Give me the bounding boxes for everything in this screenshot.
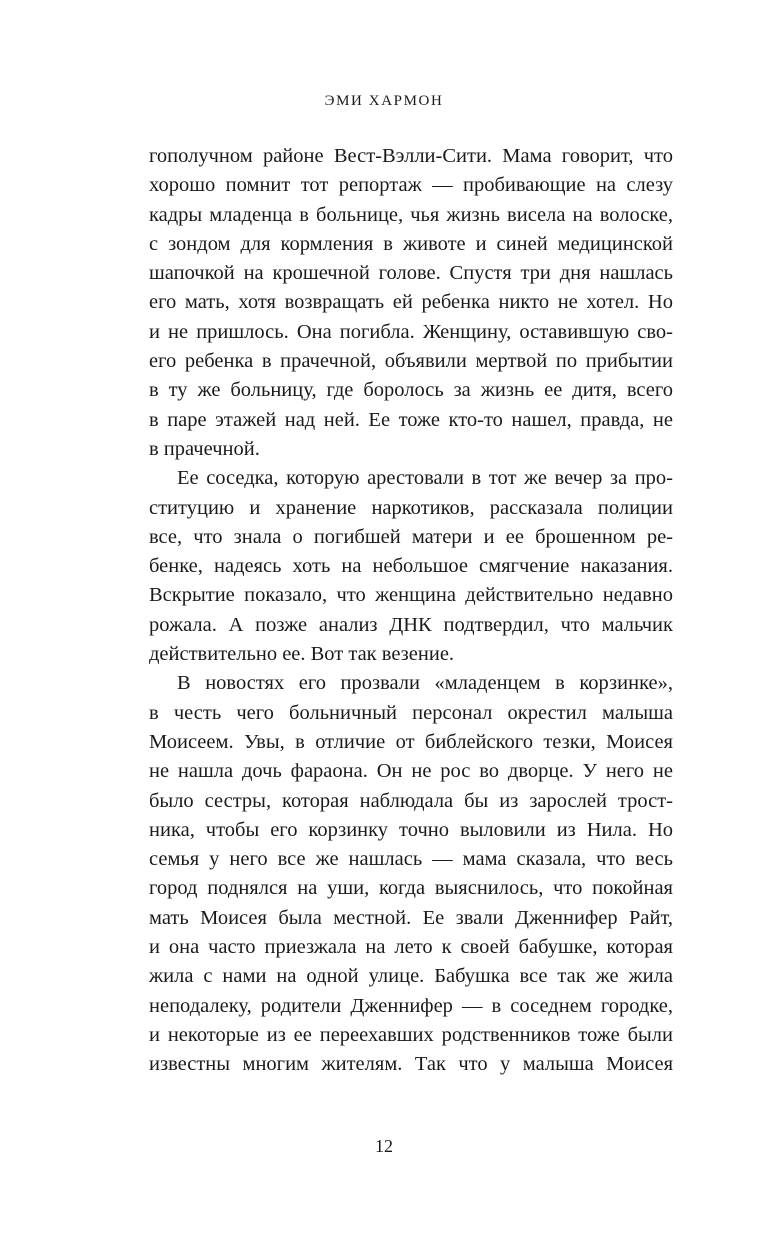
text-line: жила с нами на одной улице. Бабушка все так же жила <box>149 965 673 988</box>
paragraph <box>149 142 673 464</box>
text-line: ника, чтобы его корзинку точно выловили из Нила. Но <box>149 818 673 841</box>
text-line: Вскрытие показало, что женщина действительно недавно <box>149 584 673 607</box>
text-line: и не пришлось. Она погибла. Женщину, оставившую сво- <box>149 320 673 343</box>
text-line: все, что знала о погибшей матери и ее брошенном ре- <box>149 525 673 548</box>
text-line: кадры младенца в больнице, чья жизнь висела на волоске, <box>149 203 673 226</box>
text-line: в ту же больницу, где боролось за жизнь ее дитя, всего <box>149 379 673 402</box>
text-line: его ребенка в прачечной, объявили мертвой по прибытии <box>149 350 673 373</box>
text-line: в прачечной. <box>149 437 260 460</box>
body-text <box>149 142 673 1080</box>
text-line: Моисеем. Увы, в отличие от библейского тезки, Моисея <box>149 730 673 753</box>
text-line: и некоторые из ее переехавших родственников тоже были <box>149 1023 673 1046</box>
paragraph <box>149 669 673 1079</box>
text-line: семья у него все же нашлась — мама сказала, что весь <box>149 848 673 871</box>
text-line: гополучном районе Вест-Вэлли-Сити. Мама говорит, что <box>149 145 673 167</box>
text-line: и она часто приезжала на лето к своей бабушке, которая <box>149 936 673 959</box>
text-line: хорошо помнит тот репортаж — пробивающие на слезу <box>149 174 673 197</box>
text-line: неподалеку, родители Дженнифер — в соседнем городке, <box>149 994 673 1017</box>
text-line: его мать, хотя возвращать ей ребенка никто не хотел. Но <box>149 291 673 314</box>
page-number: 12 <box>375 1136 393 1156</box>
text-line: было сестры, которая наблюдала бы из зарослей трост- <box>149 789 673 812</box>
text-line: известны многим жителям. Так что у малыша Моисея <box>149 1053 673 1076</box>
text-line: действительно ее. Вот так везение. <box>149 643 455 666</box>
text-line: мать Моисея была местной. Ее звали Дженнифер Райт, <box>149 906 673 929</box>
text-line: не нашла дочь фараона. Он не рос во дворце. У него не <box>149 760 673 783</box>
text-line: с зондом для кормления в животе и синей медицинской <box>149 232 673 255</box>
text-line: бенке, надеясь хоть на небольшое смягчение наказания. <box>149 555 673 578</box>
paragraph <box>149 464 673 669</box>
text-line: рожала. А позже анализ ДНК подтвердил, что мальчик <box>149 613 673 636</box>
text-line: город поднялся на уши, когда выяснилось, что покойная <box>149 877 673 900</box>
text-line: шапочкой на крошечной голове. Спустя три дня нашлась <box>149 262 673 285</box>
running-head-author: ЭМИ ХАРМОН <box>324 93 444 109</box>
text-line: Ее соседка, которую арестовали в тот же вечер за про- <box>177 467 673 490</box>
text-line: В новостях его прозвали «младенцем в корзинке», <box>177 672 673 695</box>
text-line: ституцию и хранение наркотиков, рассказала полиции <box>149 496 673 519</box>
text-line: в честь чего больничный персонал окрестил малыша <box>149 701 673 724</box>
text-line: в паре этажей над ней. Ее тоже кто-то нашел, правда, не <box>149 408 673 431</box>
